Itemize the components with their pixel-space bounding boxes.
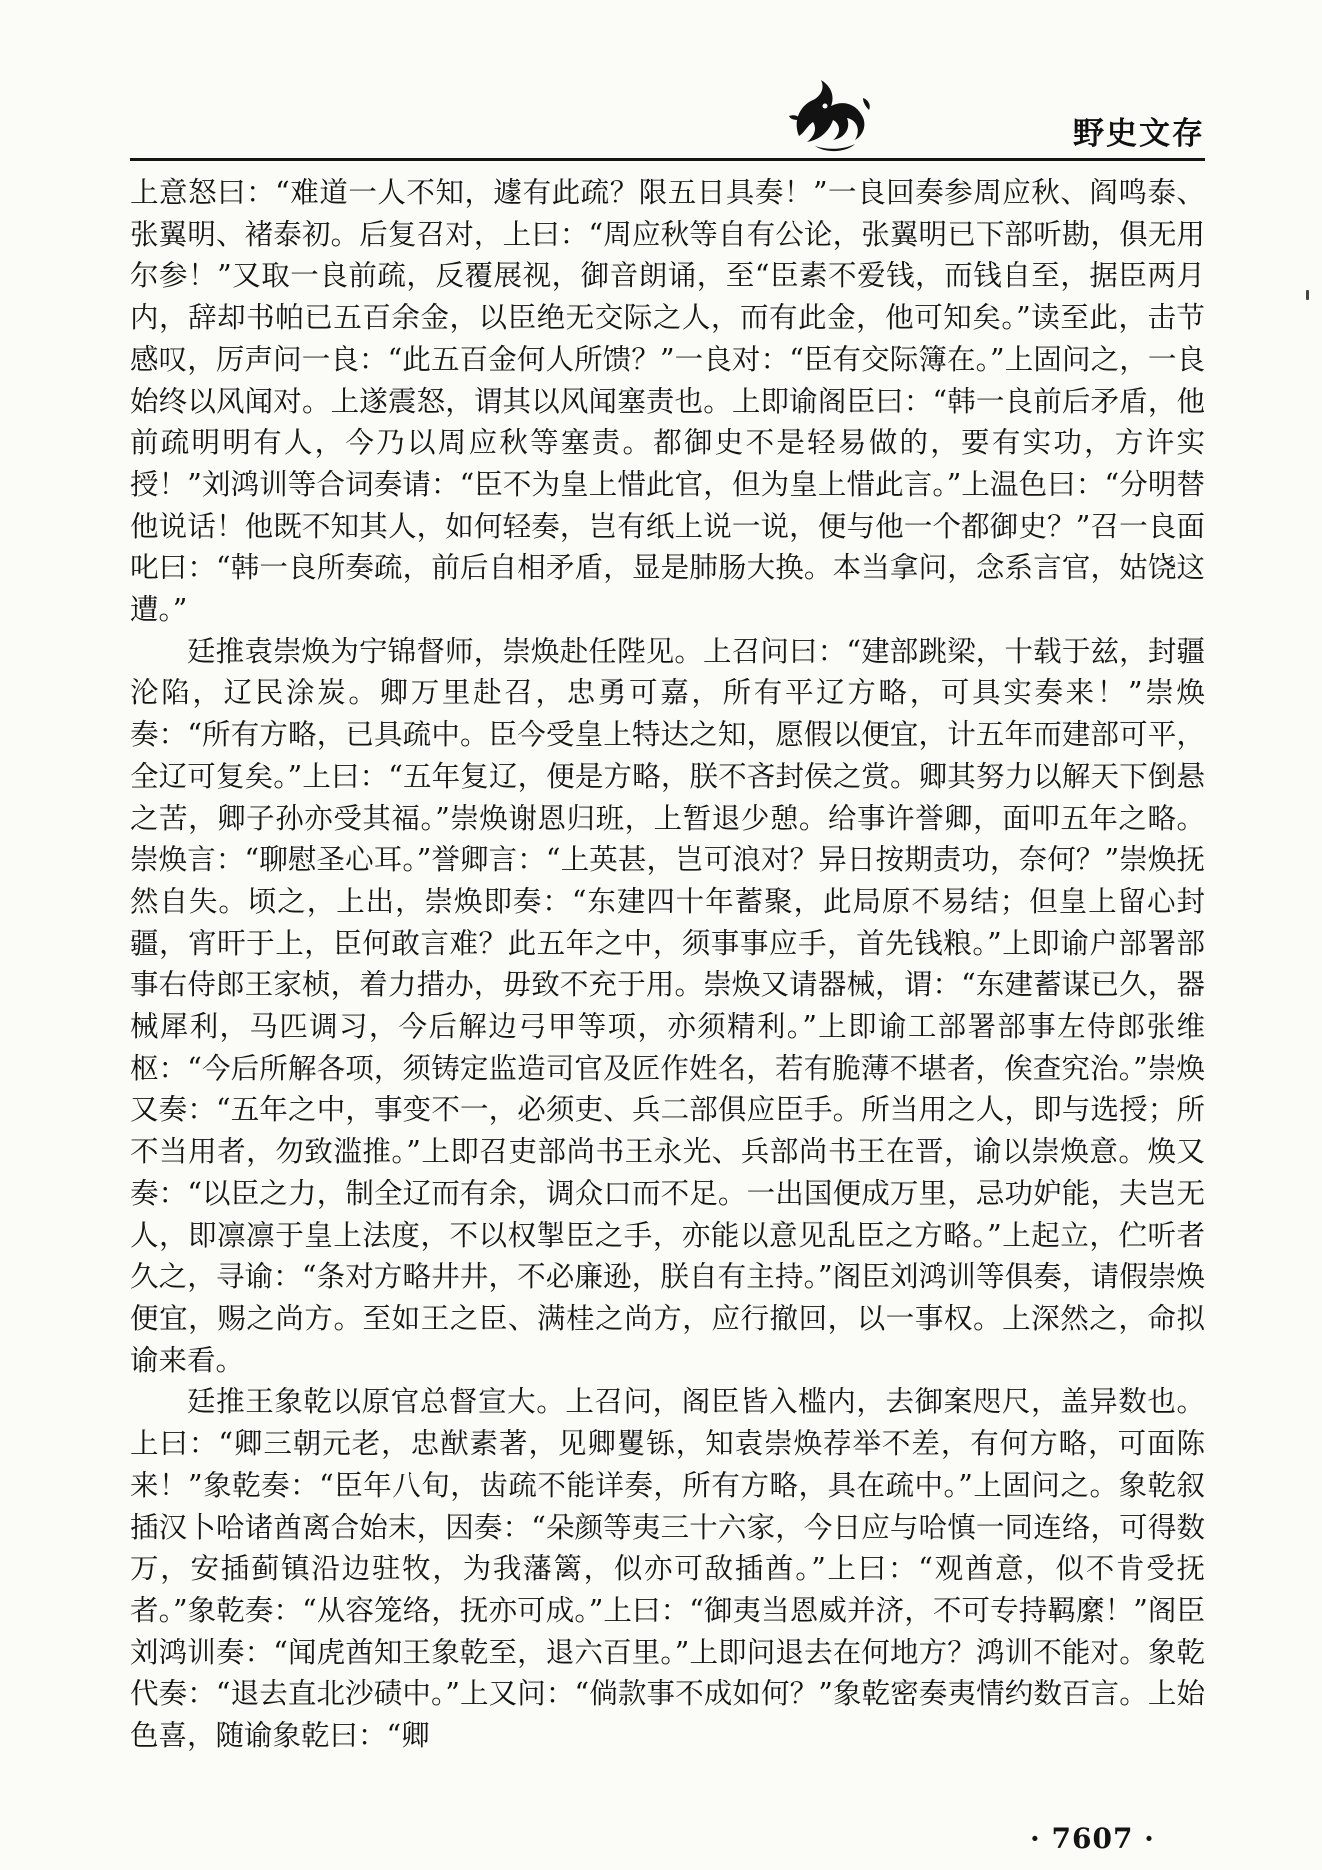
- page-header: [130, 70, 1205, 165]
- series-title: 野史文存: [1073, 116, 1205, 152]
- page-number: · 7607 ·: [1030, 1822, 1155, 1855]
- paragraph: 廷推袁崇焕为宁锦督师，崇焕赴任陛见。上召问曰：“建部跳梁，十载于兹，封疆沦陷，辽民涂炭。卿万里赴召，忠勇可嘉，所有平辽方略，可具实奏来！”崇焕奏：“所有方略，已具疏中。臣今受皇上特达之知，愿假以便宜，计五年而建部可平，全辽可复矣。”上曰：“五年复辽，便是方略，朕不吝封侯之赏。卿其努力以解天下倒悬之苦，卿子孙亦受其福。”崇焕谢恩归班，上暂退少憩。给事许誉卿，面叩五年之略。崇焕言：“聊慰圣心耳。”誉卿言：“上英甚，岂可浪对？异日按期责功，奈何？”崇焕抚然自失。顷之，上出，崇焕即奏：“东建四十年蓄聚，此局原不易结；但皇上留心封疆，宵旰于上，臣何敢言难？此五年之中，须事事应手，首先钱粮。”上即谕户部署部事右侍郎王家桢，着力措办，毋致不充于用。崇焕又请器械，谓：“东建蓄谋已久，器械犀利，马匹调习，今后解边弓甲等项，亦须精利。”上即谕工部署部事左侍郎张维枢：“今后所解各项，须铸定监造司官及匠作姓名，若有脆薄不堪者，俟查究治。”崇焕又奏：“五年之中，事变不一，必须吏、兵二部俱应臣手。所当用之人，即与选授；所不当用者，勿致滥推。”上即召吏部尚书王永光、兵部尚书王在晋，谕以崇焕意。焕又奏：“以臣之力，制全辽而有余，调众口而不足。一出国便成万里，忌功妒能，夫岂无人，即凛凛于皇上法度，不以权掣臣之手，亦能以意见乱臣之方略。”上起立，伫听者久之，寻谕：“条对方略井井，不必廉逊，朕自有主持。”阁臣刘鸿训等俱奏，请假崇焕便宜，赐之尚方。至如王之臣、满桂之尚方，应行撤回，以一事权。上深然之，命拟谕来看。: [130, 634, 1205, 1377]
- body-text: [130, 172, 1205, 1757]
- dragon-emblem-icon: [785, 76, 873, 154]
- header-rule: [130, 158, 1205, 161]
- paragraph: 上意怒曰：“难道一人不知，遽有此疏？限五日具奏！”一良回奏参周应秋、阎鸣泰、张翼明、褚泰初。后复召对，上曰：“周应秋等自有公论，张翼明已下部听勘，俱无用尔参！”又取一良前疏，反覆展视，御音朗诵，至“臣素不爱钱，而钱自至，据臣两月内，辞却书帕已五百余金，以臣绝无交际之人，而有此金，他可知矣。”读至此，击节感叹，厉声问一良：“此五百金何人所馈？”一良对：“臣有交际簿在。”上固问之，一良始终以风闻对。上遂震怒，谓其以风闻塞责也。上即谕阁臣曰：“韩一良前后矛盾，他前疏明明有人，今乃以周应秋等塞责。都御史不是轻易做的，要有实功，方许实授！”刘鸿训等合词奏请：“臣不为皇上惜此官，但为皇上惜此言。”上温色曰：“分明替他说话！他既不知其人，如何轻奏，岂有纸上说一说，便与他一个都御史？”召一良面叱曰：“韩一良所奏疏，前后自相矛盾，显是肺肠大换。本当拿问，念系言官，姑饶这遭。”: [130, 176, 1205, 627]
- scan-speck: [1306, 290, 1309, 300]
- paragraph: 廷推王象乾以原官总督宣大。上召问，阁臣皆入槛内，去御案咫尺，盖异数也。上曰：“卿三朝元老，忠猷素著，见卿矍铄，知袁崇焕荐举不差，有何方略，可面陈来！”象乾奏：“臣年八旬，齿疏不能详奏，所有方略，具在疏中。”上固问之。象乾叙插汉卜哈诸酋离合始末，因奏：“朵颜等夷三十六家，今日应与哈慎一同连络，可得数万，安插蓟镇沿边驻牧，为我藩篱，似亦可敌插酋。”上曰：“观酋意，似不肯受抚者。”象乾奏：“从容笼络，抚亦可成。”上曰：“御夷当恩威并济，不可专持羁縻！”阁臣刘鸿训奏：“闻虎酋知王象乾至，退六百里。”上即问退去在何地方？鸿训不能对。象乾代奏：“退去直北沙碛中。”上又问：“倘款事不成如何？”象乾密奏夷情约数百言。上始色喜，随谕象乾曰：“卿: [130, 1385, 1205, 1753]
